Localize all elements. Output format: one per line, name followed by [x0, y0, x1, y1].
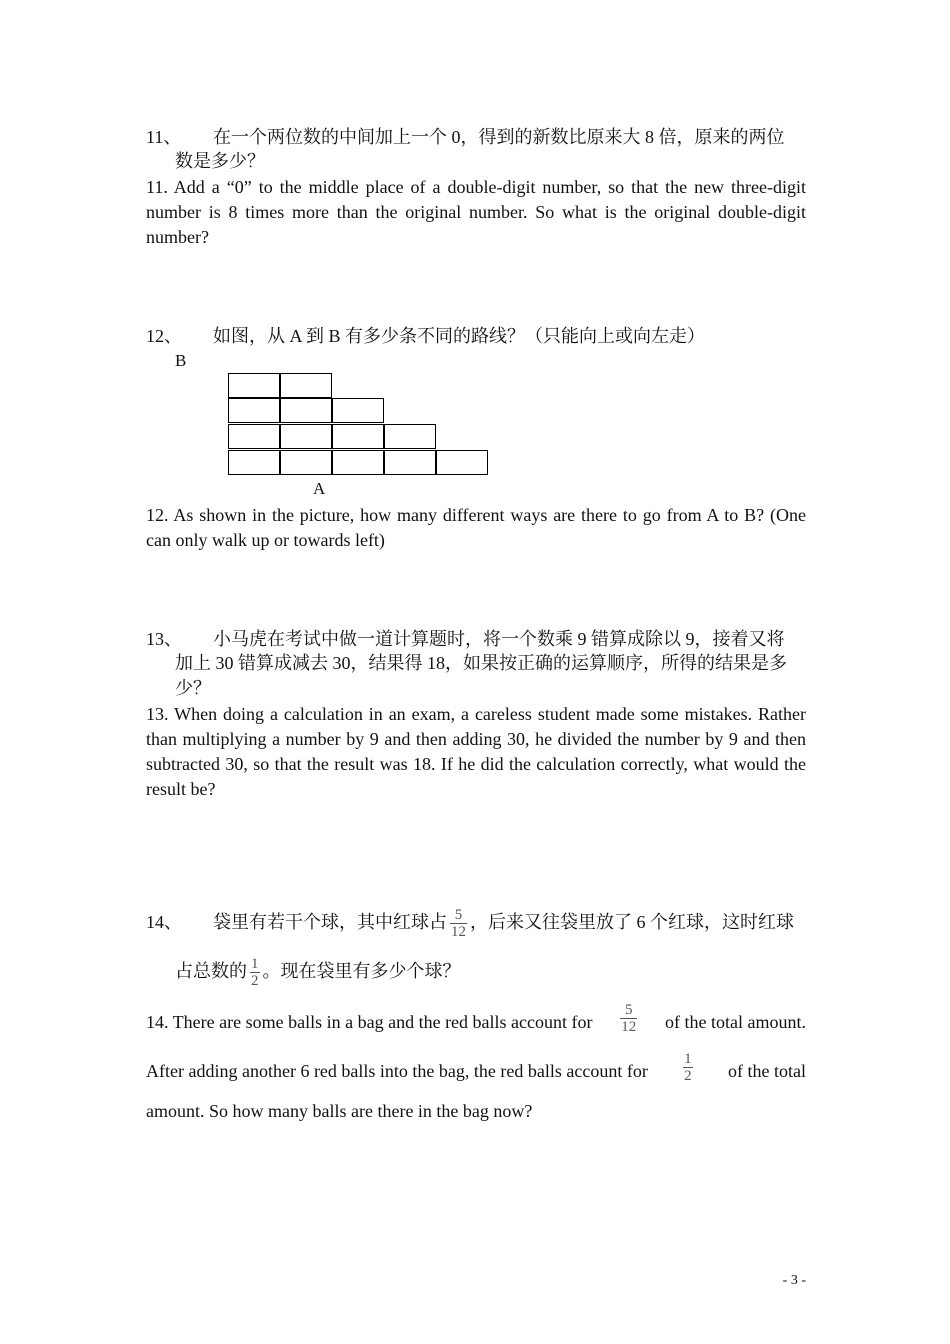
- q13-english: 13. When doing a calculation in an exam, a careless student made some mistakes. Rather than multiplying a number by 9 and then adding 30, he divided the number by 9 and then subtracted 30, so that the result was 18. If he did the calculation correctly, what would the result be?: [146, 704, 806, 799]
- fraction-numerator: 5: [454, 907, 463, 924]
- q13-chinese-line-3: 少？: [175, 678, 211, 698]
- grid-cell: [436, 450, 488, 475]
- q14-chinese-line-1-start: 袋里有若干个球，其中红球占: [213, 912, 447, 932]
- q13-chinese-line-2: 加上 30 错算成减去 30，结果得 18，如果按正确的运算顺序，所得的结果是多: [175, 653, 787, 673]
- fraction-numerator: 1: [251, 956, 259, 973]
- q14-chinese-line-2-end: 。现在袋里有多少个球？: [262, 961, 461, 981]
- grid-cell: [332, 450, 384, 475]
- q14-number: 14、: [146, 912, 182, 932]
- fraction-one-half-en: [683, 1051, 693, 1091]
- q11-english: 11. Add a “0” to the middle place of a double-digit number, so that the new three-digit number is 8 times more than the original number. So what is the original double-digit number?: [146, 177, 806, 247]
- q11-chinese-line-2: 数是多少？: [175, 151, 265, 171]
- q12-chinese-line-1: 如图，从 A 到 B 有多少条不同的路线？（只能向上或向左走）: [213, 326, 706, 346]
- q14-english-line-2-start: After adding another 6 red balls into the bag, the red balls account for: [146, 1061, 648, 1081]
- grid-cell: [228, 398, 280, 423]
- q12-number: 12、: [146, 326, 182, 346]
- grid-cell: [280, 398, 332, 423]
- q13-number: 13、: [146, 629, 182, 649]
- fraction-denominator: 12: [621, 1019, 637, 1035]
- fraction-numerator: 5: [625, 1002, 633, 1018]
- q14-english-line-3: amount. So how many balls are there in the bag now?: [146, 1101, 533, 1121]
- q14-english-line-2: [146, 1051, 806, 1091]
- grid-cell: [280, 373, 332, 398]
- fraction-numerator: 1: [684, 1051, 692, 1067]
- grid-cell: [384, 450, 436, 475]
- fraction-denominator: 2: [251, 973, 259, 990]
- q14-english-line-1-end: of the total amount.: [665, 1012, 806, 1032]
- fraction-five-twelfths-en: [620, 1002, 637, 1042]
- grid-label-a: A: [313, 479, 326, 498]
- q14-english-line-1-start: 14. There are some balls in a bag and the red balls account for: [146, 1012, 593, 1032]
- fraction-denominator: 12: [451, 924, 466, 941]
- fraction-five-twelfths: [450, 907, 467, 940]
- fraction-one-half: [250, 956, 260, 989]
- grid-cell: [228, 450, 280, 475]
- q14-chinese-line-1: [213, 902, 794, 942]
- q14-chinese-line-2: [175, 951, 461, 991]
- fraction-denominator: 2: [684, 1068, 692, 1084]
- q14-english-line-2-end: of the total: [728, 1061, 806, 1081]
- q11-number: 11、: [146, 127, 182, 147]
- grid-label-b: B: [175, 351, 187, 370]
- q11-chinese-line-1: 在一个两位数的中间加上一个 0，得到的新数比原来大 8 倍，原来的两位: [213, 127, 785, 147]
- grid-cell: [384, 424, 436, 449]
- grid-cell: [332, 398, 384, 423]
- grid-cell: [332, 424, 384, 449]
- q14-chinese-line-2-start: 占总数的: [175, 961, 247, 981]
- grid-cell: [228, 424, 280, 449]
- q14-english-line-1: [146, 1002, 806, 1042]
- q12-english: 12. As shown in the picture, how many different ways are there to go from A to B? (One can only walk up or towards left): [146, 505, 806, 550]
- q13-chinese-line-1: 小马虎在考试中做一道计算题时，将一个数乘 9 错算成除以 9，接着又将: [213, 629, 785, 649]
- page-number: - 3 -: [782, 1273, 806, 1288]
- grid-cell: [280, 424, 332, 449]
- grid-cell: [280, 450, 332, 475]
- grid-cell: [228, 373, 280, 398]
- q14-chinese-line-1-end: ，后来又往袋里放了 6 个红球，这时红球: [470, 912, 794, 932]
